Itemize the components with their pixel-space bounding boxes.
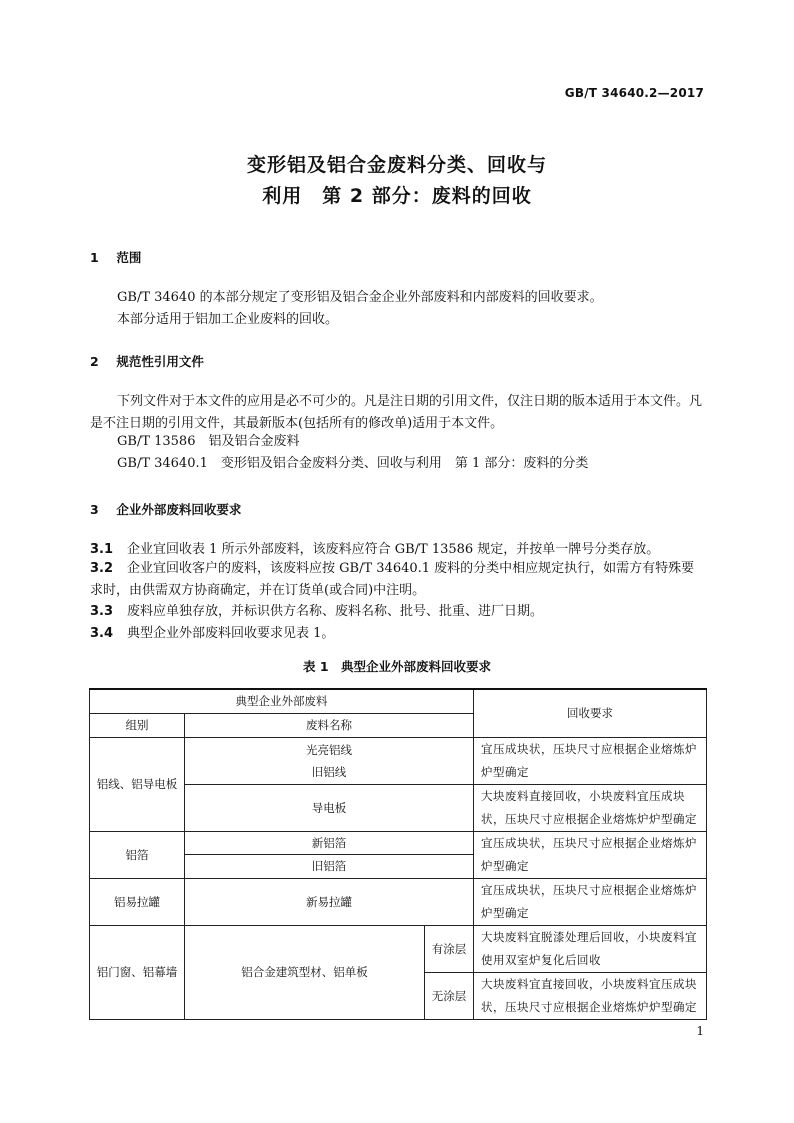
section-title: 企业外部废料回收要求 — [116, 502, 242, 517]
requirement-cell: 宜压成块状，压块尺寸应根据企业熔炼炉炉型确定 — [474, 878, 707, 925]
document-title-line-1: 变形铝及铝合金废料分类、回收与 — [246, 154, 547, 176]
coating-cell: 有涂层 — [425, 925, 474, 972]
section-title: 规范性引用文件 — [116, 354, 204, 369]
group-cell: 铝门窗、铝幕墙 — [90, 925, 185, 1019]
reference-item-1: GB/T 13586 铝及铝合金废料 — [117, 434, 300, 449]
name-cell: 新易拉罐 — [185, 878, 474, 925]
clause-number: 3.2 — [90, 561, 114, 576]
page-number: 1 — [696, 1024, 704, 1038]
group-cell: 铝易拉罐 — [90, 878, 185, 925]
clause-number: 3.3 — [90, 604, 114, 619]
clause-3-4 — [90, 623, 706, 645]
scope-paragraph-1: GB/T 34640 的本部分规定了变形铝及铝合金企业外部废料和内部废料的回收要求。 — [117, 290, 603, 305]
group-cell: 铝线、铝导电板 — [90, 737, 185, 831]
header-name-col: 废料名称 — [185, 713, 474, 737]
clause-text: 企业宜回收客户的废料，该废料应按 GB/T 34640.1 废料的分类中相应规定执行，如需方有特殊要求时，由供需双方协商确定，并在订货单(或合同)中注明。 — [90, 561, 695, 598]
clause-number: 3.1 — [90, 542, 114, 557]
clause-3-2 — [90, 558, 706, 602]
table-row — [90, 737, 707, 784]
name-cell: 导电板 — [185, 784, 474, 831]
requirement-cell: 大块废料直接回收，小块废料宜压成块状，压块尺寸应根据企业熔炼炉炉型确定 — [474, 784, 707, 831]
clause-text: 企业宜回收表 1 所示外部废料，该废料应符合 GB/T 13586 规定，并按单一牌号分类存放。 — [127, 542, 660, 557]
reference-item-2: GB/T 34640.1 变形铝及铝合金废料分类、回收与利用 第 1 部分：废料的分类 — [117, 456, 589, 471]
header-group-col: 组别 — [90, 713, 185, 737]
document-id: GB/T 34640.2—2017 — [564, 86, 704, 100]
name-cell: 旧铝箔 — [185, 855, 474, 879]
scope-paragraph-2: 本部分适用于铝加工企业废料的回收。 — [117, 312, 339, 327]
document-title-line-2: 利用 第 2 部分：废料的回收 — [262, 185, 532, 207]
clause-3-3 — [90, 601, 706, 623]
table-row — [90, 878, 707, 925]
table-row — [90, 925, 707, 972]
name-cell: 新铝箔 — [185, 831, 474, 855]
table-header-row — [90, 689, 707, 713]
section-2-heading — [90, 352, 204, 370]
clause-text: 废料应单独存放，并标识供方名称、废料名称、批号、批重、进厂日期。 — [127, 604, 544, 619]
requirement-cell: 宜压成块状，压块尺寸应根据企业熔炼炉炉型确定 — [474, 737, 707, 784]
name-cell: 铝合金建筑型材、铝单板 — [185, 925, 425, 1019]
requirement-cell: 大块废料宜直接回收，小块废料宜压成块状，压块尺寸应根据企业熔炼炉炉型确定 — [474, 972, 707, 1019]
header-requirement-cell: 回收要求 — [474, 689, 707, 737]
section-1-heading — [90, 248, 141, 266]
header-group-cell: 典型企业外部废料 — [90, 689, 474, 713]
recovery-requirements-table — [89, 688, 707, 1020]
coating-cell: 无涂层 — [425, 972, 474, 1019]
requirement-cell: 大块废料宜脱漆处理后回收，小块废料宜使用双室炉复化后回收 — [474, 925, 707, 972]
section-number: 1 — [90, 250, 99, 265]
group-cell: 铝箔 — [90, 831, 185, 878]
section-title: 范围 — [116, 250, 142, 265]
table-row — [90, 831, 707, 855]
section-number: 3 — [90, 502, 99, 517]
section-number: 2 — [90, 354, 99, 369]
clause-number: 3.4 — [90, 626, 114, 641]
requirement-cell: 宜压成块状，压块尺寸应根据企业熔炼炉炉型确定 — [474, 831, 707, 878]
name-line: 旧铝线 — [311, 764, 347, 779]
section-3-heading — [90, 500, 241, 518]
clause-text: 典型企业外部废料回收要求见表 1。 — [127, 626, 335, 641]
table-caption: 表 1 典型企业外部废料回收要求 — [302, 659, 492, 674]
references-intro: 下列文件对于本文件的应用是必不可少的。凡是注日期的引用文件，仅注日期的版本适用于本文件。凡是不注日期的引用文件，其最新版本(包括所有的修改单)适用于本文件。 — [90, 394, 703, 431]
name-line: 光亮铝线 — [306, 742, 353, 757]
name-cell — [185, 737, 474, 784]
